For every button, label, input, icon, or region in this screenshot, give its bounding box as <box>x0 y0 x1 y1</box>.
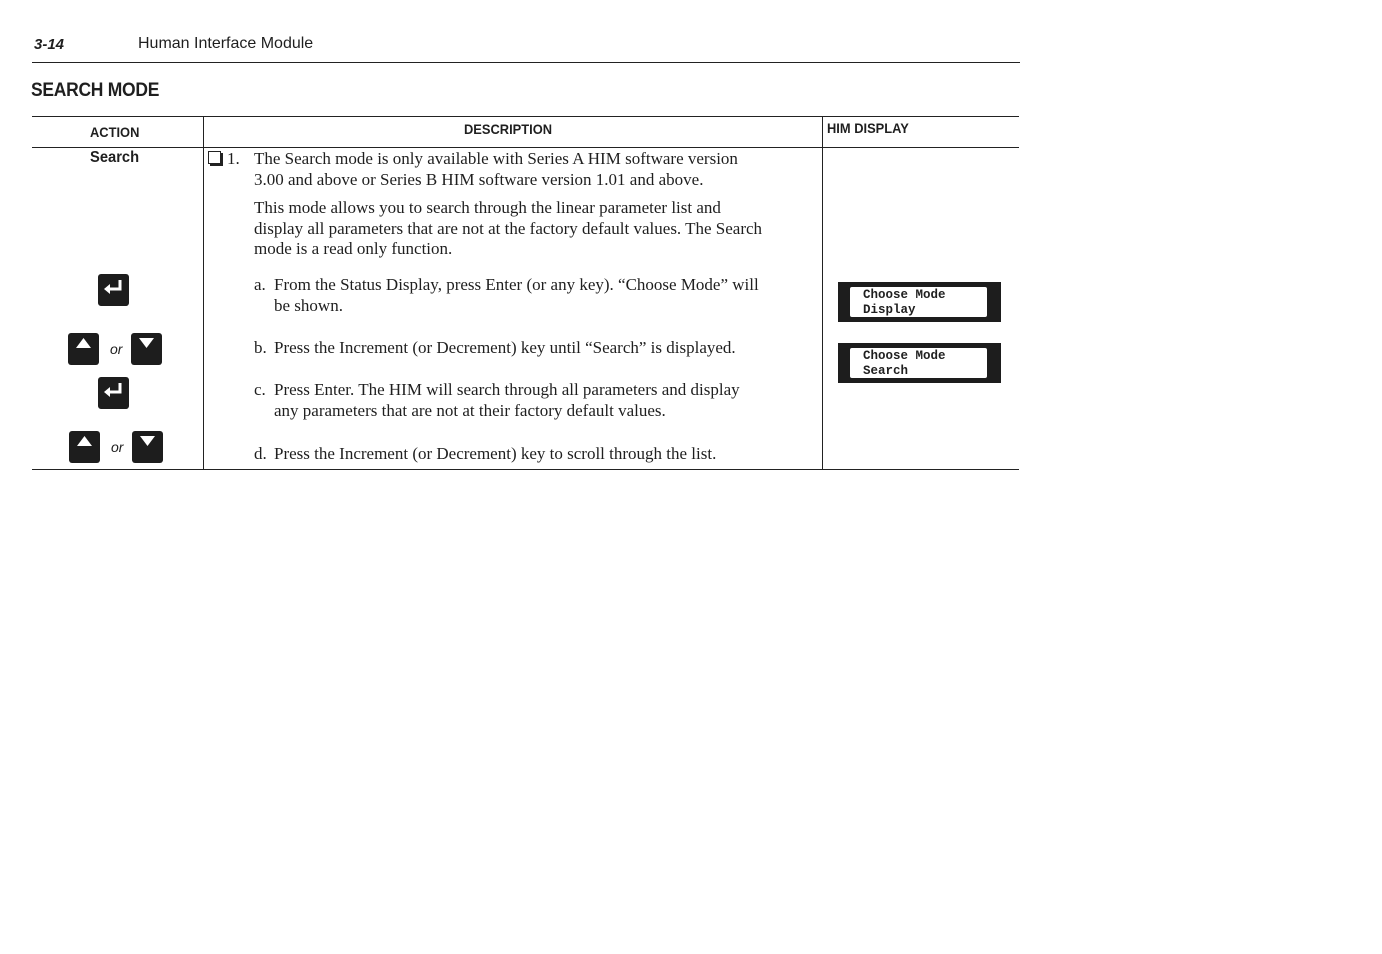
substep-d-text <box>274 444 814 465</box>
paragraph-line: mode is a read only function. <box>254 239 453 258</box>
page-number: 3-14 <box>34 36 65 53</box>
checkbox-icon <box>208 151 221 164</box>
column-header-him-display: HIM DISPLAY <box>827 120 909 136</box>
substep-a-text <box>274 275 814 316</box>
header-title: Human Interface Module <box>138 35 314 52</box>
lcd-line-1: Choose Mode <box>863 288 946 302</box>
header-divider <box>32 147 1019 148</box>
action-label: Search <box>90 149 140 166</box>
substep-b-letter: b. <box>254 338 267 357</box>
step-1-line: 3.00 and above or Series B HIM software version 1.01 and above. <box>254 169 704 189</box>
or-label: or <box>110 341 123 357</box>
decrement-key-icon <box>132 431 163 463</box>
lcd-line-2: Display <box>863 303 916 317</box>
column-header-action: ACTION <box>90 124 140 140</box>
step-1-marker <box>208 149 240 170</box>
section-title: SEARCH MODE <box>31 80 160 101</box>
lcd-line-1: Choose Mode <box>863 349 946 363</box>
substep-line: Press the Increment (or Decrement) key to scroll through the list. <box>274 444 717 463</box>
substep-line: From the Status Display, press Enter (or any key). “Choose Mode” will <box>274 275 759 294</box>
him-display-choose-mode-display <box>838 282 1001 322</box>
step-1-line: The Search mode is only available with Series A HIM software version <box>254 149 738 168</box>
substep-b-text <box>274 338 814 359</box>
lcd-screen <box>850 287 987 317</box>
substep-c-letter: c. <box>254 380 266 399</box>
column-divider <box>203 117 204 469</box>
increment-key-icon <box>69 431 100 463</box>
substep-d-letter: d. <box>254 444 267 463</box>
step-1-paragraph <box>254 198 814 260</box>
lcd-line-2: Search <box>863 364 909 378</box>
search-mode-table <box>32 116 1019 470</box>
substep-a-letter: a. <box>254 275 266 294</box>
enter-key-icon <box>98 377 129 409</box>
substep-line: any parameters that are not at their factory default values. <box>274 400 666 420</box>
decrement-key-icon <box>131 333 162 365</box>
column-header-description: DESCRIPTION <box>464 121 553 137</box>
him-display-choose-mode-search <box>838 343 1001 383</box>
column-divider <box>822 117 823 469</box>
increment-key-icon <box>68 333 99 365</box>
or-label: or <box>111 439 124 455</box>
step-number: 1. <box>227 149 240 168</box>
enter-key-icon <box>98 274 129 306</box>
substep-c-text <box>274 380 814 421</box>
lcd-screen <box>850 348 987 378</box>
substep-line: be shown. <box>274 295 343 315</box>
paragraph-line: display all parameters that are not at the factory default values. The Search <box>254 218 763 238</box>
paragraph-line: This mode allows you to search through the linear parameter list and <box>254 198 721 217</box>
page-header <box>32 34 1020 63</box>
substep-line: Press Enter. The HIM will search through all parameters and display <box>274 380 740 399</box>
substep-line: Press the Increment (or Decrement) key until “Search” is displayed. <box>274 338 736 357</box>
step-1-text <box>254 149 814 190</box>
